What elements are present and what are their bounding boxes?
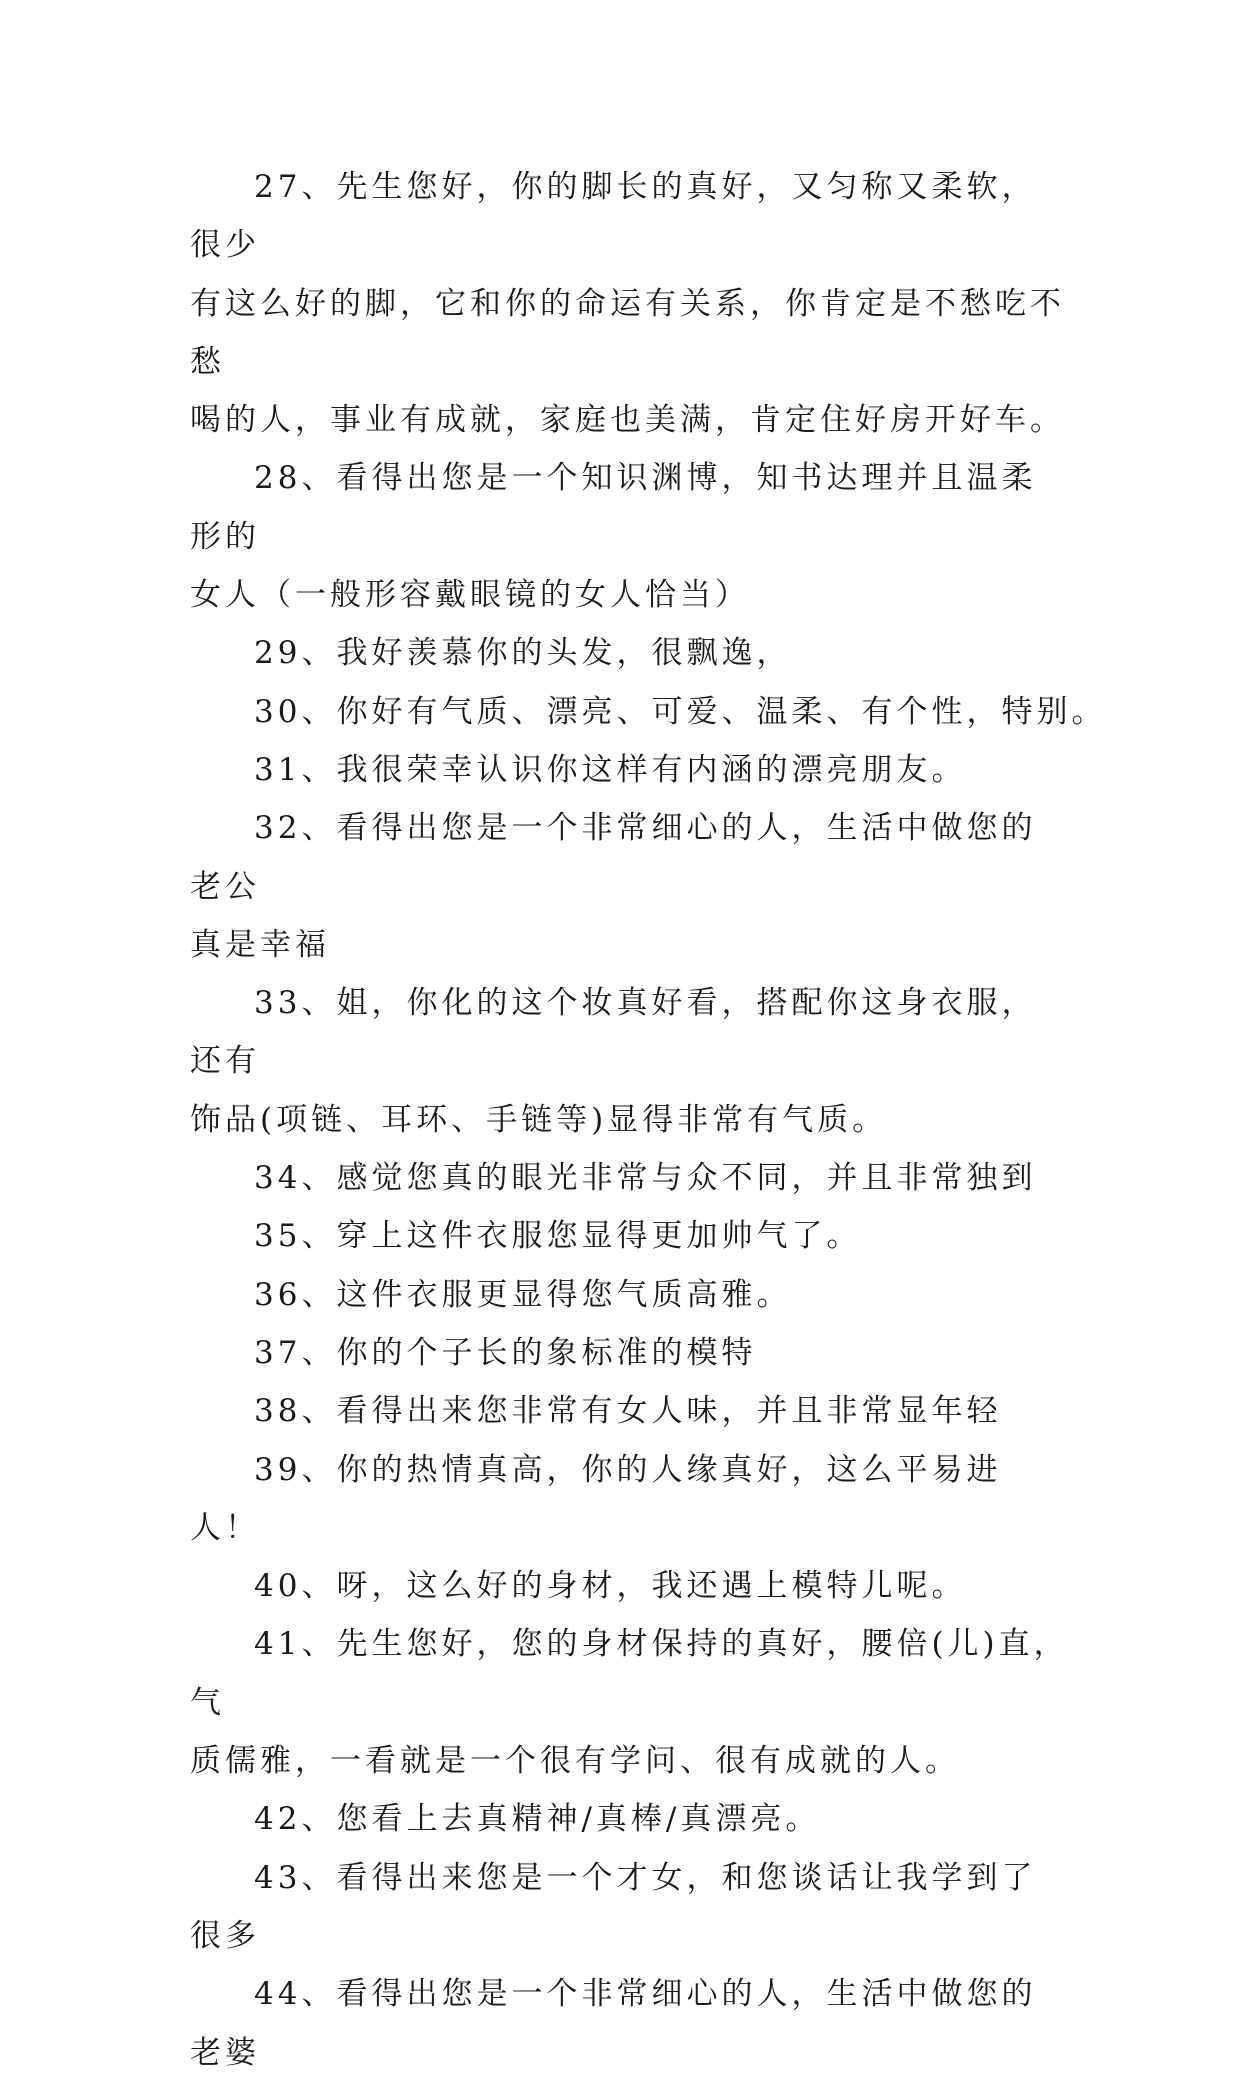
line: 38、看得出来您非常有女人味，并且非常显年轻 (254, 1393, 1002, 1430)
paragraph-30 (190, 683, 1107, 741)
line: 28、看得出您是一个知识渊博，知书达理并且温柔形的 (190, 460, 1037, 555)
paragraph-43 (190, 1849, 1070, 1966)
paragraph-44 (190, 1965, 1070, 2082)
line: 37、你的个子长的象标准的模特 (254, 1334, 757, 1371)
line: 女人（一般形容戴眼镜的女人恰当） (190, 577, 750, 614)
line: 43、看得出来您是一个才女，和您谈话让我学到了很多 (190, 1859, 1037, 1954)
line: 质儒雅，一看就是一个很有学问、很有成就的人。 (190, 1743, 960, 1780)
paragraph-38 (190, 1382, 1070, 1440)
line: 33、姐，你化的这个妆真好看，搭配你这身衣服，还有 (190, 985, 1037, 1080)
document-page (190, 158, 1107, 2082)
line: 41、先生您好，您的身材保持的真好，腰倍(儿)直，气 (190, 1626, 1069, 1721)
line: 42、您看上去真精神/真棒/真漂亮。 (254, 1801, 821, 1838)
paragraph-41 (190, 1615, 1070, 1790)
paragraph-35 (190, 1207, 1070, 1265)
paragraph-36 (190, 1266, 1070, 1324)
line: 31、我很荣幸认识你这样有内涵的漂亮朋友。 (254, 751, 967, 788)
paragraph-37 (190, 1324, 1070, 1382)
line: 40、呀，这么好的身材，我还遇上模特儿呢。 (254, 1568, 967, 1605)
line: 饰品(项链、耳环、手链等)显得非常有气质。 (190, 1101, 888, 1138)
line: 36、这件衣服更显得您气质高雅。 (254, 1276, 792, 1313)
paragraph-32 (190, 799, 1070, 974)
paragraph-29 (190, 624, 1070, 682)
line: 27、先生您好，你的脚长的真好，又匀称又柔软，很少 (190, 169, 1037, 264)
paragraph-28 (190, 449, 1070, 624)
line: 44、看得出您是一个非常细心的人，生活中做您的老婆 (190, 1976, 1037, 2071)
paragraph-40 (190, 1557, 1070, 1615)
paragraph-27 (190, 158, 1070, 449)
line: 39、你的热情真高，你的人缘真好，这么平易进人！ (190, 1451, 1002, 1546)
paragraph-42 (190, 1790, 1070, 1848)
line: 喝的人，事业有成就，家庭也美满，肯定住好房开好车。 (190, 402, 1065, 439)
line: 30、你好有气质、漂亮、可爱、温柔、有个性，特别。 (254, 693, 1107, 730)
paragraph-39 (190, 1441, 1070, 1558)
line: 32、看得出您是一个非常细心的人，生活中做您的老公 (190, 810, 1037, 905)
paragraph-31 (190, 741, 1070, 799)
line: 有这么好的脚，它和你的命运有关系，你肯定是不愁吃不愁 (190, 285, 1065, 380)
line: 29、我好羡慕你的头发，很飘逸， (254, 635, 792, 672)
paragraph-33 (190, 974, 1070, 1149)
line: 34、感觉您真的眼光非常与众不同，并且非常独到 (254, 1160, 1037, 1197)
paragraph-34 (190, 1149, 1070, 1207)
line: 35、穿上这件衣服您显得更加帅气了。 (254, 1218, 862, 1255)
line: 真是幸福 (190, 926, 330, 963)
